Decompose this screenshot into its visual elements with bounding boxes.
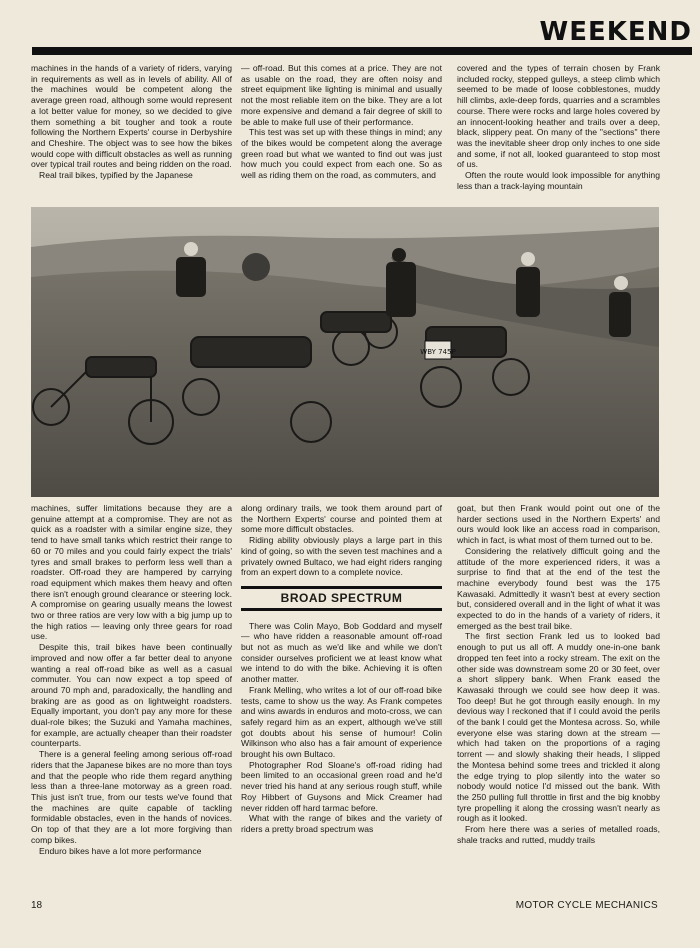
subheading-broad-spectrum: BROAD SPECTRUM [241, 586, 442, 611]
trail-bikes-photo [31, 207, 659, 497]
paragraph: Riding ability obviously plays a large part in this kind of going, so with the seven test machines and a privately owned Bultaco, we had eight riders ranging from an expert down to a complete novice. [241, 535, 442, 578]
paragraph: along ordinary trails, we took them around part of the Northern Experts' course and pointed them at some more difficult obstacles. [241, 503, 442, 535]
photo-drawing [31, 207, 659, 497]
paragraph: — off-road. But this comes at a price. They are not as usable on the road, they are often noisy and street equipment like lighting is minimal and usually not the most reliable item on the bike. They are a lot more expensive and demand a fair degree of skill to be able to make full use of their performance. [241, 63, 442, 127]
publication-name: MOTOR CYCLE MECHANICS [515, 900, 658, 911]
column-top-middle [241, 63, 442, 203]
paragraph: Often the route would look impossible for anything less than a track-laying mountain [457, 170, 660, 191]
column-bottom-middle-intro [241, 503, 442, 578]
section-tag: WEEKEND [539, 17, 692, 47]
paragraph: Despite this, trail bikes have been continually improved and now offer a far better deal to anyone wanting a real off-road bike as well as a casual commuter. You can now expect a top speed of around 70 mph and, paradoxically, the handling and braking are as good as on lightweight roadsters. Equally important, you don't pay any more for these dual-role bikes; the Suzuki and Yamaha machines, for example, are actually cheaper than their roadster counterparts. [31, 642, 232, 749]
paragraph: There was Colin Mayo, Bob Goddard and myself — who have ridden a reasonable amount off-road but not as much as we'd like and while we don't consider ourselves proficient we at least know what we intend to do with the bike. Achieving it is often another matter. [241, 620, 442, 685]
column-bottom-middle [241, 503, 442, 895]
paragraph: goat, but then Frank would point out one of the harder sections used in the Northern Experts' and ours would look like an access road in comparison, which in fact, is what most of them turned out to be. [457, 503, 660, 546]
page-number: 18 [31, 900, 43, 911]
paragraph: Considering the relatively difficult going and the attitude of the more experienced riders, it was a surprise to find that at the end of the test the machine everybody found best was the 175 Kawasaki. Admittedly it wasn't best at every section but, considered overall and in the light of what it was expected to do in the hands of a variety of riders, it emerged as the best trail bike. [457, 545, 660, 631]
plate-text: WBY 745P [420, 348, 456, 356]
paragraph: Photographer Rod Sloane's off-road riding had been limited to an occasional green road and he'd never tried his hand at any serious rough stuff, while Roy Hibbert of Guysons and Mick Creamer had never ridden off hard tarmac before. [241, 759, 442, 813]
paragraph: Enduro bikes have a lot more performance [39, 845, 202, 856]
paragraph: There is a general feeling among serious off-road riders that the Japanese bikes are no more than toys and that the people who ride them regard anything less than a three-lane motorway as a green road. This just isn't true, from our tests we've found that the machines are quite capable of tackling formidable obstacles, even in the hands of novices. On top of that they are a lot more forgiving than comp bikes. [31, 749, 232, 845]
paragraph: This test was set up with these things in mind; any of the bikes would be competent along the average green road but what we wanted to find out was just how much you could expect from each one. So as well as riding them on the road, as commuters, and [241, 127, 442, 181]
paragraph: covered and the types of terrain chosen by Frank included rocky, stepped gulleys, a steep climb which seemed to be made of loose cobblestones, muddy hill climbs, axle-deep fords, quarries and a scrambles course. There were rocks and large holes covered by an innocent-looking heather and trails over a deep, black, slippery peat. On many of the "sections" there was the inevitable sheer drop only inches to one side and some, if not all, looked guaranteed to stop most of us. [457, 63, 660, 170]
column-bottom-right [457, 503, 660, 895]
paragraph: From here there was a series of metalled roads, shale tracks and rutted, muddy trails [457, 824, 660, 845]
paragraph: The first section Frank led us to looked bad enough to put us all off. A muddy one-in-one bank dropped ten feet into a rocky stream. The exit on the other side was downstream some 20 or 30 feet, over a short slippery bank. When Frank eased the Kawasaki through we could see how deep it was. Too deep! But he got through easily enough. In my devious way I reckoned that if I could avoid the perils of the bank I could get the Montesa across. So, while everyone else was staring down at the stream — which had taken on the proportions of a raging torrent — and slowly shaking their heads, I slipped the Montesa behind some trees and trickled it along the edge trying to plop silently into the water so nobody would notice I'd missed out the bank. With the 250 pulling full throttle in first and the big knobby tyre propelling it along the crossing wasn't nearly as rough as it looked. [457, 631, 660, 824]
column-bottom-left [31, 503, 232, 895]
column-top-right [457, 63, 660, 203]
header-rule [32, 47, 692, 55]
paragraph: machines, suffer limitations because they are a genuine attempt at a compromise. They are not as quick as a roadster with a similar engine size, they tend to have small tanks which restrict their range to 60 or 70 miles and you could fairly expect the trials' tyres and small brakes to perform less well than a roadster. Off-road they are hampered by carrying road equipment which makes them heavy and often there isn't enough ground clearance or steering lock. A compromise on gearing usually means the lowest two or three ratios are very low with a big jump up to the high ratios — leaving only three gears for road use. [31, 503, 232, 642]
paragraph: Real trail bikes, typified by the Japanese [39, 170, 193, 181]
column-bottom-middle-body [241, 621, 442, 835]
column-top-left [31, 63, 232, 203]
paragraph: Frank Melling, who writes a lot of our off-road bike tests, came to show us the way. As Frank competes and wins awards in enduros and moto-cross, we can safely regard him as an expert, although we've still got doubts about his sense of humour! Colin Wilkinson who also has a fair amount of experience brought his own Bultaco. [241, 684, 442, 760]
paragraph: machines in the hands of a variety of riders, varying in requirements as well as in levels of ability. All of the machines would be competent along the average green road, although some would represent a lot better value for money, so we decided to give them something a bit tougher and took a route following the Northern Experts' course in Derbyshire and Cheshire. The object was to see how the bikes would cope with difficult obstacles as well as running over typical trail routes and being ridden on the road. [31, 63, 232, 170]
paragraph: What with the range of bikes and the variety of riders a pretty broad spectrum was [241, 813, 442, 834]
